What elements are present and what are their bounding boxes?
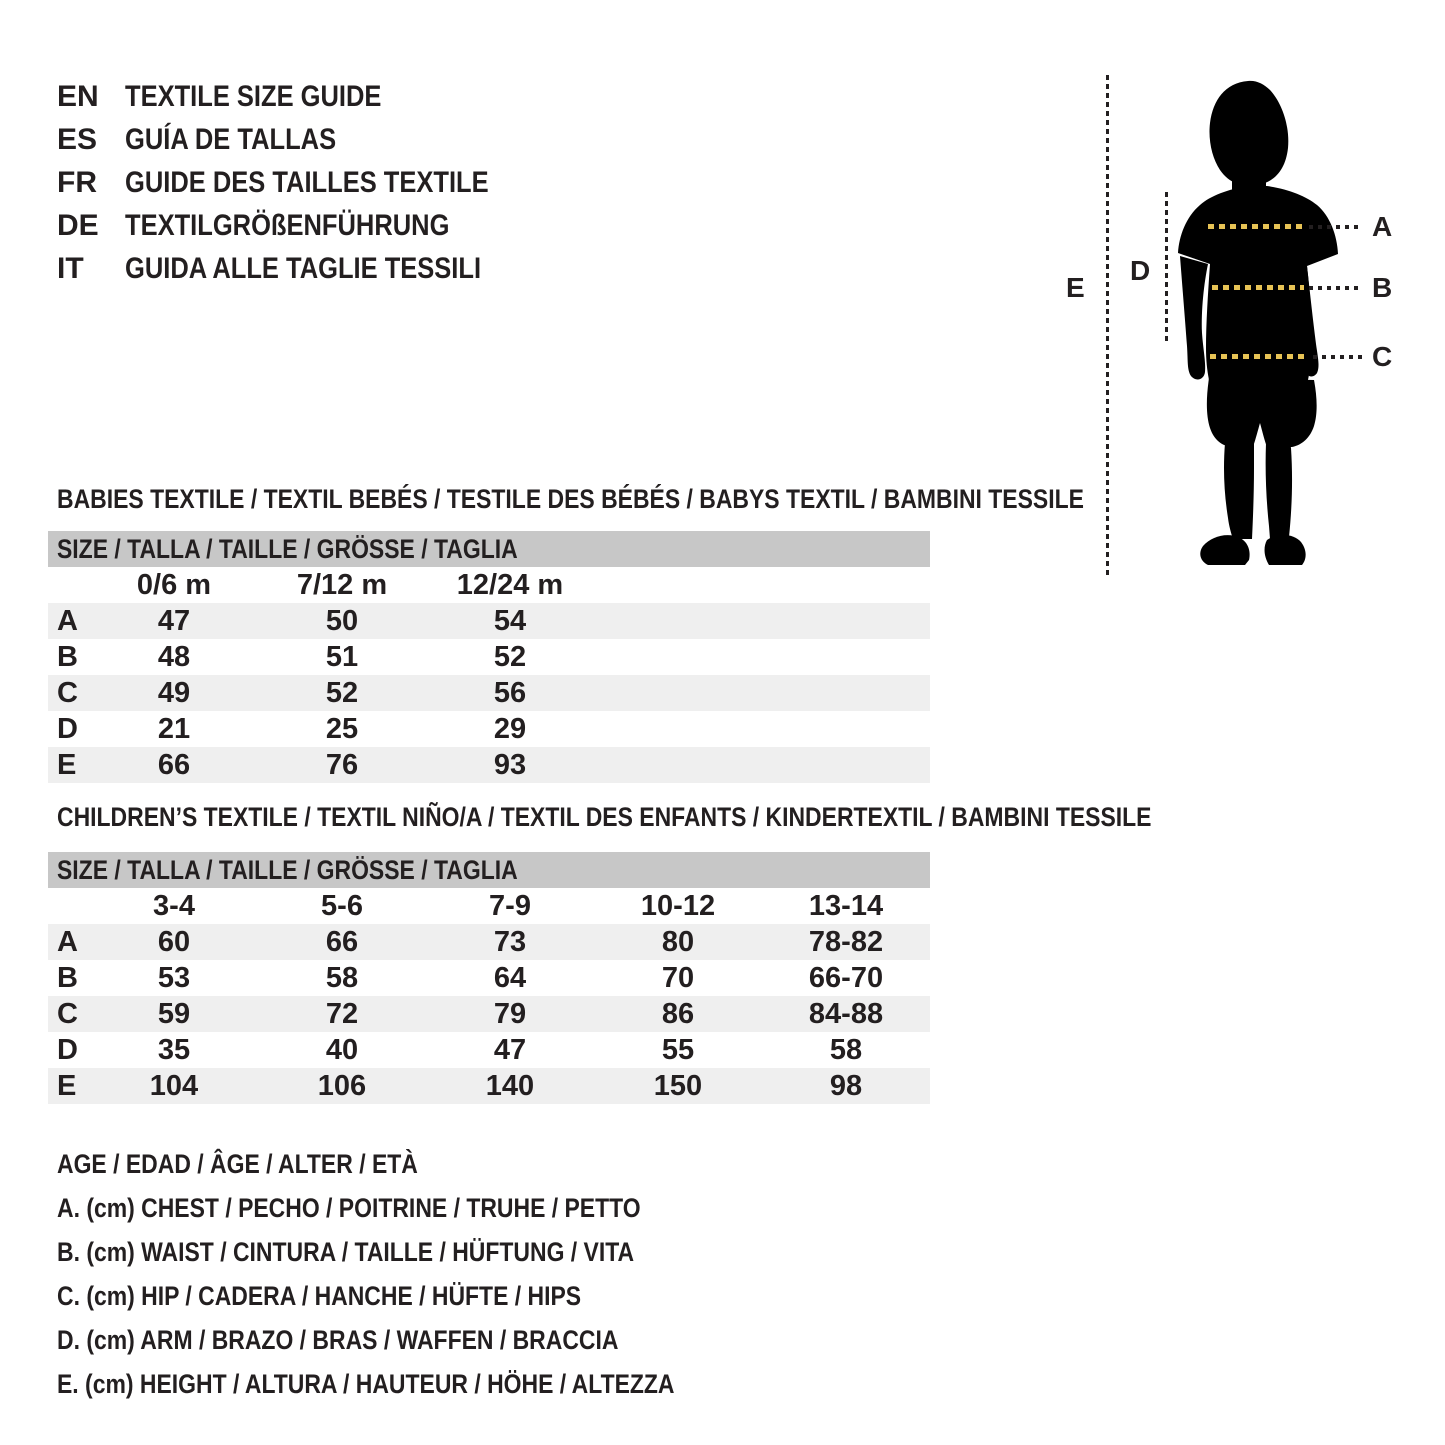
chest-dash-line [1208, 224, 1306, 229]
table-row [48, 747, 930, 783]
header-entry [57, 118, 553, 161]
table-cell: 73 [493, 925, 527, 958]
table-cell: 76 [325, 748, 359, 781]
table-cell: 49 [157, 676, 191, 709]
legend-line: B. (cm) WAIST / CINTURA / TAILLE / HÜFTUNG / VITA [57, 1236, 635, 1267]
children-section-title: CHILDREN’S TEXTILE / TEXTIL NIÑO/A / TEXTIL DES ENFANTS / KINDERTEXTIL / BAMBINI TESSILE [57, 802, 1152, 832]
column-header: 10-12 [640, 889, 716, 922]
table-row [48, 639, 930, 675]
column-header: 5-6 [321, 889, 363, 922]
table-cell: 66 [325, 925, 359, 958]
column-header: 13-14 [808, 889, 884, 922]
row-label: D [57, 712, 78, 745]
table-cell: 58 [829, 1033, 863, 1066]
language-code: DE [57, 208, 99, 242]
table-cell: 40 [325, 1033, 359, 1066]
table-cell: 55 [661, 1033, 695, 1066]
measure-label-b: B [1372, 272, 1393, 303]
table-cell: 52 [493, 640, 527, 673]
table-cell: 104 [149, 1069, 199, 1102]
hip-dash-line [1210, 354, 1309, 359]
legend-line: A. (cm) CHEST / PECHO / POITRINE / TRUHE / PETTO [57, 1192, 641, 1223]
table-cell: 60 [157, 925, 191, 958]
table-row [48, 996, 930, 1032]
row-label: E [57, 748, 77, 781]
table-row [48, 711, 930, 747]
table-cell: 66 [157, 748, 191, 781]
chest-dotted-leader [1309, 225, 1363, 229]
table-cell: 47 [493, 1033, 527, 1066]
legend-line: E. (cm) HEIGHT / ALTURA / HAUTEUR / HÖHE / ALTEZZA [57, 1368, 675, 1399]
table-cell: 150 [653, 1069, 703, 1102]
table-cell: 29 [493, 712, 527, 745]
table-cell: 25 [325, 712, 359, 745]
table-cell: 56 [493, 676, 527, 709]
table-cell: 140 [485, 1069, 535, 1102]
guide-title: TEXTILGRÖßENFÜHRUNG [125, 208, 450, 242]
table-column-header-row [48, 567, 930, 603]
guide-title: GUIDA ALLE TAGLIE TESSILI [125, 251, 482, 285]
babies-section-title: BABIES TEXTILE / TEXTIL BEBÉS / TESTILE DES BÉBÉS / BABYS TEXTIL / BAMBINI TESSILE [57, 484, 1084, 514]
table-row [48, 1068, 930, 1104]
row-label: C [57, 997, 78, 1030]
table-cell: 106 [317, 1069, 367, 1102]
row-label: E [57, 1069, 77, 1102]
column-header: 0/6 m [136, 568, 212, 601]
language-header [57, 75, 553, 290]
column-header: 7-9 [489, 889, 531, 922]
table-cell: 80 [661, 925, 695, 958]
table-cell: 51 [325, 640, 359, 673]
table-cell: 52 [325, 676, 359, 709]
waist-dash-line [1212, 285, 1304, 290]
table-row [48, 675, 930, 711]
header-entry [57, 75, 553, 118]
column-header: 12/24 m [456, 568, 564, 601]
row-label: D [57, 1033, 78, 1066]
table-cell: 70 [661, 961, 695, 994]
size-header-bar: SIZE / TALLA / TAILLE / GRÖSSE / TAGLIA [48, 852, 930, 888]
guide-title: GUIDE DES TAILLES TEXTILE [125, 165, 489, 199]
legend-line: AGE / EDAD / ÂGE / ALTER / ETÀ [57, 1148, 418, 1179]
table-cell: 50 [325, 604, 359, 637]
table-cell: 53 [157, 961, 191, 994]
arm-measure-line-d [1165, 192, 1168, 344]
children-size-table [48, 852, 930, 1104]
legend-line: D. (cm) ARM / BRAZO / BRAS / WAFFEN / BRACCIA [57, 1324, 619, 1355]
measure-label-e: E [1066, 272, 1085, 303]
language-code: EN [57, 79, 99, 113]
language-code: IT [57, 251, 84, 285]
child-silhouette-icon [1170, 78, 1345, 568]
table-cell: 98 [829, 1069, 863, 1102]
legend-line: C. (cm) HIP / CADERA / HANCHE / HÜFTE / HIPS [57, 1280, 582, 1311]
table-cell: 64 [493, 961, 527, 994]
table-row [48, 1032, 930, 1068]
table-cell: 84-88 [808, 997, 884, 1030]
header-entry [57, 247, 553, 290]
row-label: A [57, 925, 78, 958]
table-cell: 58 [325, 961, 359, 994]
guide-title: TEXTILE SIZE GUIDE [125, 79, 382, 113]
babies-size-table [48, 531, 930, 783]
table-cell: 54 [493, 604, 527, 637]
language-code: ES [57, 122, 98, 156]
language-code: FR [57, 165, 97, 199]
measure-label-d: D [1130, 255, 1151, 286]
table-cell: 35 [157, 1033, 191, 1066]
header-entry [57, 161, 553, 204]
table-cell: 93 [493, 748, 527, 781]
row-label: C [57, 676, 78, 709]
waist-dotted-leader [1309, 286, 1363, 290]
column-header: 3-4 [153, 889, 195, 922]
size-header-bar: SIZE / TALLA / TAILLE / GRÖSSE / TAGLIA [48, 531, 930, 567]
table-cell: 47 [157, 604, 191, 637]
table-cell: 86 [661, 997, 695, 1030]
table-column-header-row [48, 888, 930, 924]
table-cell: 66-70 [808, 961, 884, 994]
measurement-legend [57, 1142, 783, 1406]
measure-label-a: A [1372, 211, 1393, 242]
row-label: B [57, 961, 78, 994]
table-row [48, 924, 930, 960]
hip-dotted-leader [1313, 355, 1363, 359]
table-cell: 48 [157, 640, 191, 673]
column-header: 7/12 m [296, 568, 388, 601]
row-label: B [57, 640, 78, 673]
table-cell: 72 [325, 997, 359, 1030]
table-row [48, 960, 930, 996]
measure-label-c: C [1372, 341, 1393, 372]
table-cell: 79 [493, 997, 527, 1030]
table-cell: 59 [157, 997, 191, 1030]
table-row [48, 603, 930, 639]
header-entry [57, 204, 553, 247]
row-label: A [57, 604, 78, 637]
guide-title: GUÍA DE TALLAS [125, 122, 337, 156]
table-cell: 21 [157, 712, 191, 745]
table-cell: 78-82 [808, 925, 884, 958]
